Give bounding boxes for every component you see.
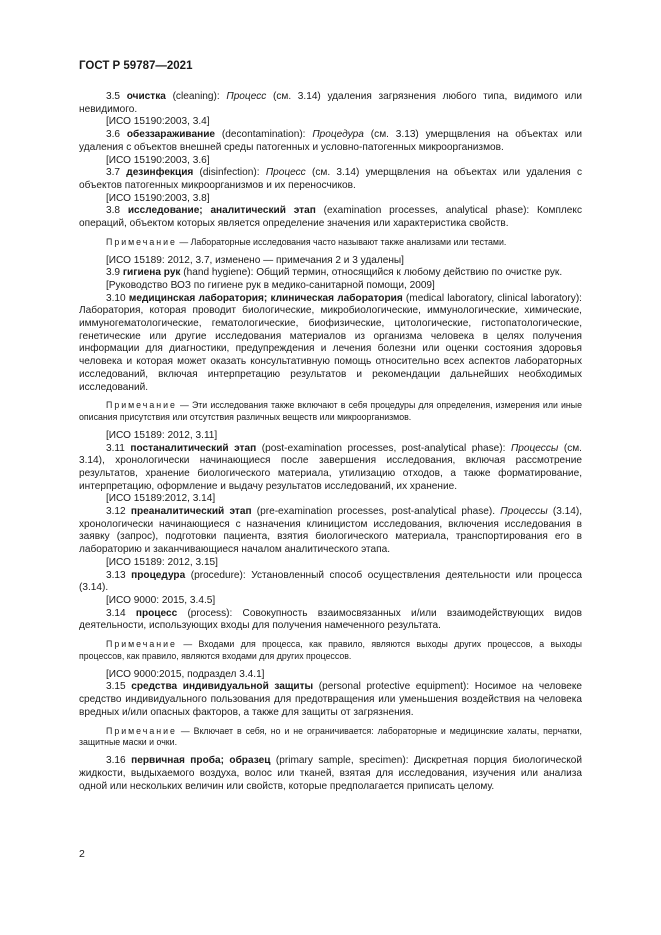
page-number: 2 [79,848,85,860]
term-name: медицинская лаборатория; клиническая лаборатория [128,292,403,304]
note-label: Примечание [106,639,177,650]
term-note: Примечание — Входами для процесса, как правило, являются выходы других процессов, а выходы процессов, как правило, являются входами для других процессов. [79,639,582,661]
term-reference-word: Процесс [265,167,306,179]
source-reference: [ИСО 15189:2012, 3.14] [106,493,216,505]
source-reference: [ИСО 15189: 2012, 3.7, изменено — примечания 2 и 3 удалены] [106,254,404,266]
source-reference: [ИСО 15189: 2012, 3.15] [106,556,218,568]
term-reference-word: Процессы [510,442,559,454]
term-name: процедура [131,569,186,581]
term-name: процесс [135,607,178,619]
term-note: Примечание — Включает в себя, но и не ограничивается: лабораторные и медицинские халаты, перчатки, защитные маски и очки. [79,725,582,748]
term-definition: 3.9 гигиена рук (hand hygiene): Общий термин, относящийся к любому действию по очистке рук. [106,267,563,279]
term-name: дезинфекция [126,167,194,179]
term-name: первичная проба; образец [131,755,271,767]
note-label: Примечание [106,400,177,411]
term-reference-word: Процессы [500,506,548,518]
term-definition: 3.5 очистка (cleaning): Процесс (см. 3.14) удаления загрязнения любого типа, видимого или невидимого. [79,91,582,115]
term-name: преаналитический этап [130,506,252,518]
term-name: постаналитический этап [130,442,257,454]
term-definition: 3.6 обеззараживание (decontamination): Процедура (см. 3.13) умерщвления на объектах или удаления с объектов внешней среды патогенных и условно-патогенных микроорганизмов. [79,129,582,153]
term-definition: 3.7 дезинфекция (disinfection): Процесс (см. 3.14) умерщвления на объектах или удаления с объектов патогенных микроорганизмов и их переносчиков. [79,167,583,191]
term-name: очистка [126,91,166,102]
term-definition: 3.11 постаналитический этап (post-examination processes, post-analytical phase): Процессы (см. 3.14), хронологически начинающиеся после завершения исследования, включая рассмотрение результатов, хранение биологического материала, утилизацию отходов, а также форматирование, интерпретацию, оформление и выдачу результатов исследований, их хранение. [79,442,582,492]
term-reference-word: Процедура [312,129,364,141]
term-definition: 3.15 средства индивидуальной защиты (personal protective equipment): Носимое на человеке средство индивидуального пользования для предотвращения или уменьшения воздействия на человека вредных и/или опасных факторов, а также для защиты от загрязнения. [79,681,582,718]
source-reference: [ИСО 15190:2003, 3.8] [106,192,210,204]
source-reference: [ИСО 15190:2003, 3.4] [106,116,210,128]
term-definition: 3.16 первичная проба; образец (primary sample, specimen): Дискретная порция биологической жидкости, выдыхаемого воздуха, волос или тканей, взятая для исследования, изучения или анализа одной или нескольких величин или свойств, которые предполагается приписать целому. [79,755,583,792]
note-label: Примечание [106,236,177,247]
term-note: Примечание — Лабораторные исследования часто называют также анализами или тестами. [106,236,507,247]
term-definition: 3.13 процедура (procedure): Установленный способ осуществления деятельности или процесса (3.14). [79,569,583,594]
term-definition: 3.8 исследование; аналитический этап (examination processes, analytical phase): Комплекс операций, объектом которых является определение значения или характеристика свойств. [79,205,582,230]
document-header: ГОСТ Р 59787—2021 [79,60,193,72]
term-name: средства индивидуальной защиты [131,681,314,693]
term-name: обеззараживание [126,129,216,141]
source-reference: [ИСО 15189: 2012, 3.11] [106,429,218,441]
term-definition: 3.12 преаналитический этап (pre-examination processes, post-analytical phase). Процессы (3.14), хронологически начинающиеся с назначения клиницистом исследования, включения исследования в заявку (запрос), подготовки пациента, взятия биологического материала, транспортирования его в лабораторию и заканчивающиеся началом аналитического этапа. [79,506,583,556]
term-definition: 3.10 медицинская лаборатория; клиническая лаборатория (medical laboratory, clinical laboratory): Лаборатория, которая проводит биологические, микробиологические, иммунологические, химические, иммуногематологические, гематологические, биофизические, цитологические, гистопатологические, генетические или другие исследования материалов из организма человека в целях получения информации для диагностики, предупреждения и лечения болезни или оценки состояния здоровья человека и которая может оказать консультативную помощь относительно всех аспектов лабораторных исследований, включая интерпретацию результатов и рекомендации дальнейших необходимых исследований. [79,292,582,393]
term-name: исследование; аналитический этап [127,205,316,217]
source-reference: [ИСО 15190:2003, 3.6] [106,154,210,166]
term-name: гигиена рук [122,267,181,279]
source-reference: [ИСО 9000:2015, подраздел 3.4.1] [106,668,265,680]
note-label: Примечание [106,725,177,736]
term-reference-word: Процесс [226,91,267,102]
source-reference: [ИСО 9000: 2015, 3.4.5] [106,595,216,606]
document-body [79,91,582,793]
term-definition: 3.14 процесс (process): Совокупность взаимосвязанных и/или взаимодействующих видов деятельности, использующих входы для получения намеченного результата. [79,607,582,632]
term-note: Примечание — Эти исследования также включают в себя процедуры для определения, измерения или иные описания присутствия или отсутствия различных веществ или микроорганизмов. [79,400,582,423]
source-reference: [Руководство ВОЗ по гигиене рук в медико-санитарной помощи, 2009] [106,279,435,291]
